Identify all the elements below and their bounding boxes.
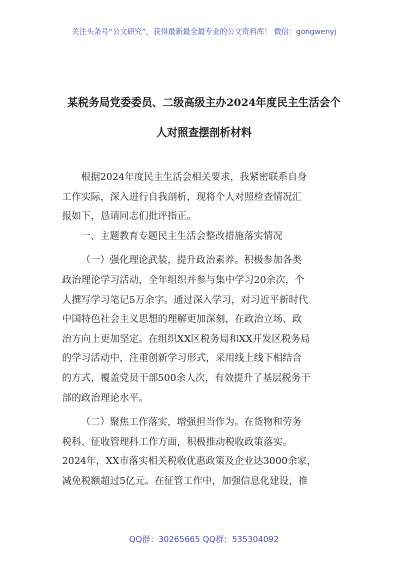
subsection-heading: （二）聚焦工作落实，增强担当作为。在货物和劳务 [81, 417, 302, 429]
body-line: 税科、征收管理科工作方面，积极推动税收政策落实。 [62, 436, 293, 448]
body-line: 人撰写学习笔记5万余字。通过深入学习，对习近平新时代 [62, 294, 308, 306]
document-title-line-2: 人对照查摆剖析材料 [156, 127, 252, 139]
body-line: 报如下，恳请同志们批评指正。 [62, 211, 197, 223]
subsection-heading: （一）强化理论武装，提升政治素养。积极参加各类 [81, 255, 302, 267]
body-line: 中国特色社会主义思想的理解更加深刻，在政治立场、政 [62, 314, 302, 326]
header-banner: 关注头条号“公文研究”，获得最新最全最专业的公文资料库！ 微信：gongwenyj [71, 27, 337, 36]
section-heading: 一、主题教育专题民主生活会整改措施落实情况 [81, 230, 283, 242]
body-line: 的学习活动中，注重创新学习形式，采用线上线下相结合 [62, 353, 302, 365]
body-line: 政治理论学习活动，全年组织并参与集中学习20余次，个 [62, 274, 305, 286]
body-line: 工作实际，深入进行自我剖析，现将个人对照检查情况汇 [62, 191, 302, 203]
footer-contact: QQ群：30265665 QQ群：535304092 [129, 534, 279, 544]
document-body [62, 168, 358, 492]
body-line: 部的政治理论水平。 [62, 392, 149, 404]
body-line: 减免税额超过5亿元。在征管工作中，加强信息化建设，推 [62, 475, 308, 487]
document-title-line-1: 某税务局党委委员、二级高级主办2024年度民主生活会个 [67, 97, 341, 109]
body-line: 2024年，XX市落实相关税收优惠政策及企业达3000余家， [62, 456, 317, 468]
body-line: 的方式，覆盖党员干部500余人次，有效提升了基层税务干 [62, 372, 311, 384]
body-line: 根据2024年度民主生活会相关要求，我紧密联系自身 [81, 172, 307, 183]
body-line: 治方向上更加坚定。在组织XX区税务局和XX开发区税务局 [62, 333, 310, 345]
